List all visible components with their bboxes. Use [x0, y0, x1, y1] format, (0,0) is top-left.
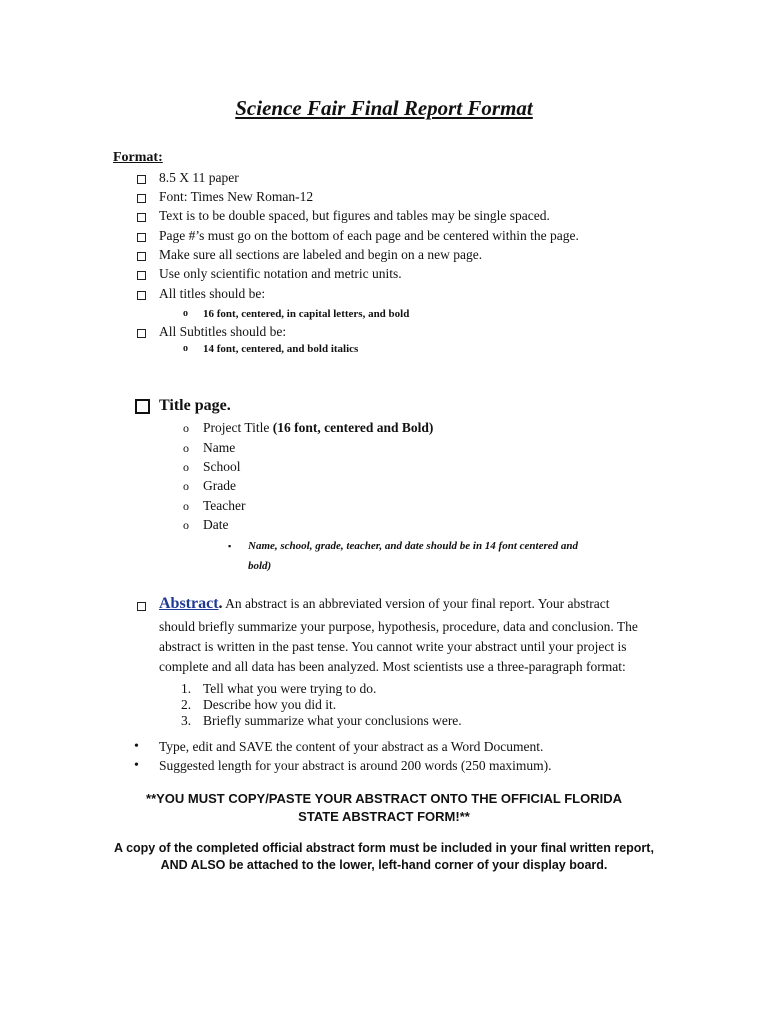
square-bullet-icon	[137, 175, 146, 184]
abstract-heading: Abstract	[159, 595, 219, 612]
square-bullet-icon	[137, 252, 146, 261]
numbered-item-text: Describe how you did it.	[203, 697, 337, 712]
footer-note	[60, 840, 708, 874]
dot-bullet-icon: •	[134, 739, 139, 754]
list-item-text: Text is to be double spaced, but figures and tables may be single spaced.	[159, 208, 550, 223]
dot-bullet-icon: •	[134, 758, 139, 773]
square-mark-icon: ▪	[228, 541, 232, 551]
abstract-notice	[80, 790, 688, 826]
sub-list-item-text: Teacher	[203, 498, 246, 513]
sub-list-item-text: School	[203, 459, 241, 474]
bullet-item-text: Suggested length for your abstract is around 200 words (250 maximum).	[159, 758, 552, 773]
square-bullet-icon	[137, 329, 146, 338]
list-item-text: 8.5 X 11 paper	[159, 170, 239, 185]
list-item-text: Make sure all sections are labeled and begin on a new page.	[159, 247, 483, 262]
section-heading-abstract	[0, 596, 768, 616]
list-item-text: All Subtitles should be:	[159, 324, 287, 339]
square-bullet-icon	[137, 271, 146, 280]
note-text: bold)	[248, 560, 272, 572]
square-bullet-icon	[137, 194, 146, 203]
square-bullet-icon	[137, 291, 146, 300]
circle-bullet-icon: o	[183, 479, 189, 493]
footer-line: A copy of the completed official abstract form must be included in your final written report,	[114, 841, 654, 855]
circle-bullet-icon: o	[183, 343, 188, 354]
abstract-first-line: Abstract. An abstract is an abbreviated version of your final report. Your abstract	[159, 595, 610, 612]
square-bullet-icon	[137, 233, 146, 242]
sub-list-item-text: 16 font, centered, in capital letters, and bold	[203, 308, 410, 320]
sub-list-item-text: Grade	[203, 478, 236, 493]
list-item-text: Font: Times New Roman-12	[159, 189, 314, 204]
checkbox-square-icon	[135, 399, 150, 414]
sub-list-item-text: Project Title (16 font, centered and Bold)	[203, 420, 434, 435]
numbered-item-text: Tell what you were trying to do.	[203, 681, 377, 696]
sub-list-item-text: Name	[203, 440, 236, 455]
circle-bullet-icon: o	[183, 308, 188, 319]
format-label: Format:	[113, 150, 163, 165]
circle-bullet-icon: o	[183, 460, 189, 474]
numbered-item-text: Briefly summarize what your conclusions were.	[203, 713, 462, 728]
notice-line: **YOU MUST COPY/PASTE YOUR ABSTRACT ONTO THE OFFICIAL FLORIDA	[146, 791, 622, 806]
abstract-paragraph	[159, 617, 659, 677]
notice-line: STATE ABSTRACT FORM!**	[298, 809, 470, 824]
circle-bullet-icon: o	[183, 518, 189, 532]
item-number: 2.	[181, 697, 192, 712]
list-item-text: Use only scientific notation and metric units.	[159, 266, 402, 281]
circle-bullet-icon: o	[183, 441, 189, 455]
sub-list-item-text: 14 font, centered, and bold italics	[203, 343, 359, 355]
square-bullet-icon	[137, 602, 146, 611]
circle-bullet-icon: o	[183, 421, 189, 435]
paragraph-line: complete and all data has been analyzed. Most scientists use a three-paragraph format:	[159, 659, 626, 674]
item-number: 3.	[181, 713, 192, 728]
sub-list-item-text: Date	[203, 517, 229, 532]
note-text: Name, school, grade, teacher, and date should be in 14 font centered and	[248, 540, 578, 552]
footer-line: AND ALSO be attached to the lower, left-hand corner of your display board.	[160, 858, 608, 872]
page-title: Science Fair Final Report Format	[235, 96, 533, 120]
section-heading-title-page	[0, 398, 768, 418]
paragraph-line: abstract is written in the past tense. You cannot write your abstract until your project is	[159, 639, 627, 654]
square-bullet-icon	[137, 213, 146, 222]
list-item-text: All titles should be:	[159, 286, 266, 301]
circle-bullet-icon: o	[183, 499, 189, 513]
bullet-item-text: Type, edit and SAVE the content of your abstract as a Word Document.	[159, 739, 544, 754]
paragraph-line: should briefly summarize your purpose, hypothesis, procedure, data and conclusion. The	[159, 619, 638, 634]
list-item-text: Page #’s must go on the bottom of each page and be centered within the page.	[159, 228, 579, 243]
section-heading-text: Title page.	[159, 397, 231, 414]
item-number: 1.	[181, 681, 192, 696]
